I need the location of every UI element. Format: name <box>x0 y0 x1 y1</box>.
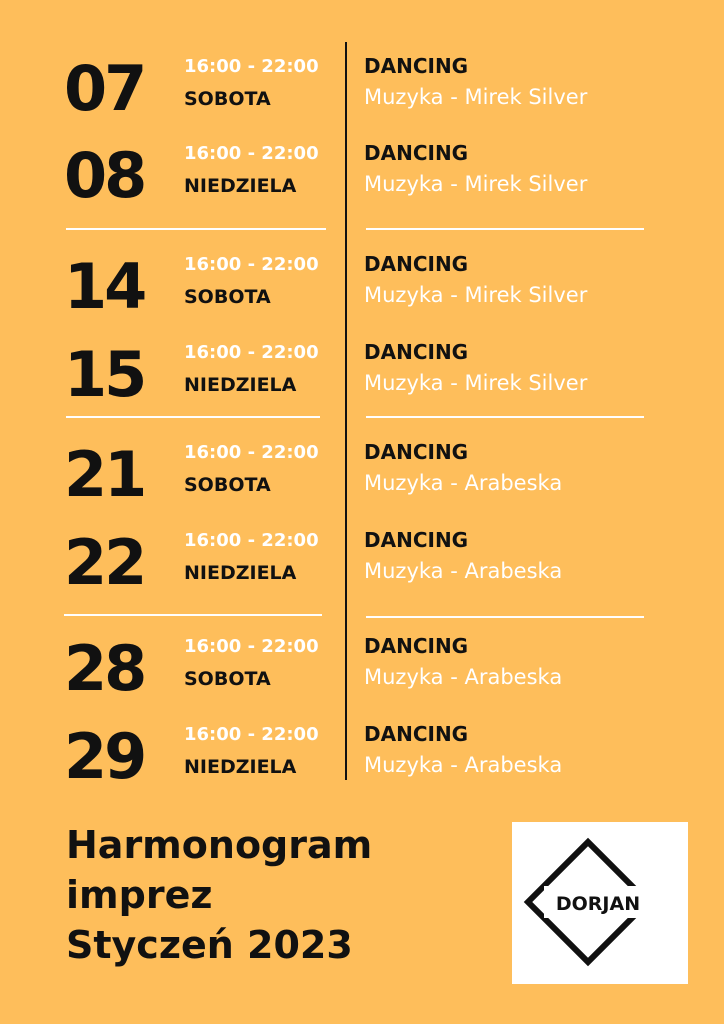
entry-time: 16:00 - 22:00 <box>184 143 319 164</box>
entry-music: Muzyka - Arabeska <box>364 665 563 689</box>
entry-music: Muzyka - Mirek Silver <box>364 85 588 109</box>
week-divider-left <box>66 228 326 230</box>
entry-weekday: NIEDZIELA <box>184 756 297 778</box>
schedule-entry <box>0 139 724 225</box>
entry-weekday: SOBOTA <box>184 286 271 308</box>
entry-time: 16:00 - 22:00 <box>184 342 319 363</box>
schedule-entry <box>0 52 724 138</box>
entry-music: Muzyka - Mirek Silver <box>364 172 588 196</box>
entry-day: 07 <box>64 52 145 125</box>
schedule-entry <box>0 438 724 524</box>
week-divider-right <box>366 616 644 618</box>
entry-time: 16:00 - 22:00 <box>184 442 319 463</box>
dorjan-logo <box>512 822 688 984</box>
title-line: Styczeń 2023 <box>66 923 353 967</box>
entry-music: Muzyka - Arabeska <box>364 471 563 495</box>
week-divider-left <box>64 614 322 616</box>
schedule-entry <box>0 632 724 718</box>
entry-weekday: NIEDZIELA <box>184 562 297 584</box>
schedule-entry <box>0 720 724 806</box>
entry-weekday: SOBOTA <box>184 668 271 690</box>
entry-time: 16:00 - 22:00 <box>184 254 319 275</box>
entry-music: Muzyka - Mirek Silver <box>364 283 588 307</box>
entry-day: 14 <box>64 250 145 323</box>
entry-event: DANCING <box>364 634 469 658</box>
title-line: Harmonogram <box>66 823 373 867</box>
schedule-entry <box>0 250 724 336</box>
entry-day: 21 <box>64 438 145 511</box>
entry-music: Muzyka - Arabeska <box>364 559 563 583</box>
entry-event: DANCING <box>364 252 469 276</box>
entry-music: Muzyka - Mirek Silver <box>364 371 588 395</box>
logo-text: DORJAN <box>555 893 641 915</box>
entry-music: Muzyka - Arabeska <box>364 753 563 777</box>
entry-weekday: SOBOTA <box>184 88 271 110</box>
entry-weekday: SOBOTA <box>184 474 271 496</box>
entry-day: 08 <box>64 139 145 212</box>
entry-weekday: NIEDZIELA <box>184 175 297 197</box>
entry-time: 16:00 - 22:00 <box>184 530 319 551</box>
poster-title <box>66 820 372 970</box>
entry-day: 29 <box>64 720 145 793</box>
entry-event: DANCING <box>364 722 469 746</box>
entry-time: 16:00 - 22:00 <box>184 636 319 657</box>
week-divider-right <box>366 228 644 230</box>
entry-event: DANCING <box>364 528 469 552</box>
entry-time: 16:00 - 22:00 <box>184 56 319 77</box>
entry-event: DANCING <box>364 340 469 364</box>
logo-diamond-icon <box>512 822 688 984</box>
entry-weekday: NIEDZIELA <box>184 374 297 396</box>
entry-event: DANCING <box>364 141 469 165</box>
schedule-entry <box>0 526 724 612</box>
schedule-entry <box>0 338 724 424</box>
entry-day: 15 <box>64 338 145 411</box>
entry-event: DANCING <box>364 440 469 464</box>
title-line: imprez <box>66 873 213 917</box>
entry-day: 22 <box>64 526 145 599</box>
entry-day: 28 <box>64 632 145 705</box>
entry-event: DANCING <box>364 54 469 78</box>
entry-time: 16:00 - 22:00 <box>184 724 319 745</box>
